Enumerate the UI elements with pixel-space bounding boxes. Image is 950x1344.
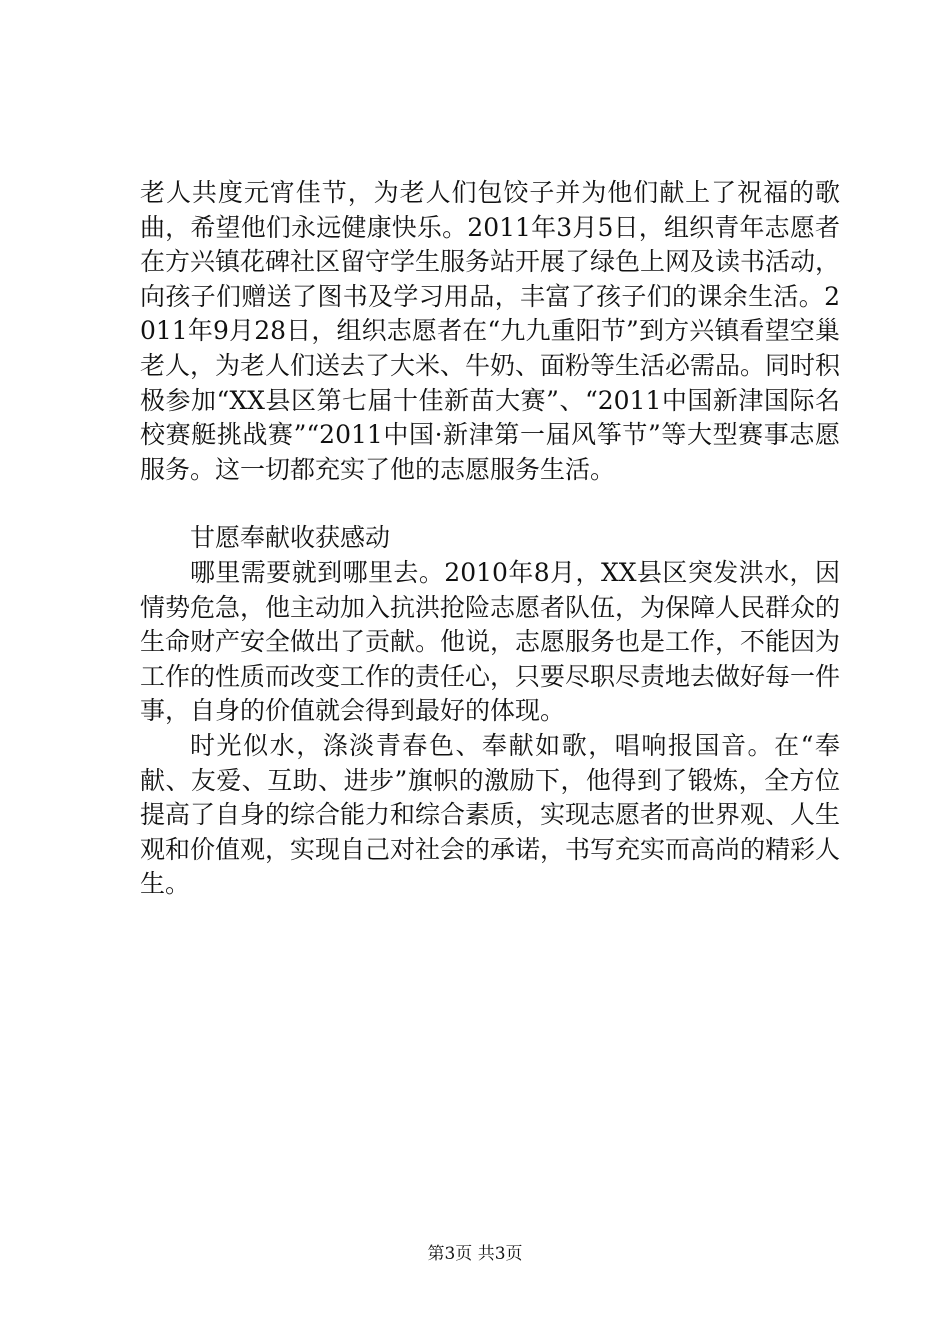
paragraph-flood-relief: 哪里需要就到哪里去。2010年8月，XX县区突发洪水，因情势危急，他主动加入抗洪抢险志愿者队伍，为保障人民群众的生命财产安全做出了贡献。他说，志愿服务也是工作，不能因为工作的性质而改变工作的责任心，只要尽职尽责地去做好每一件事，自身的价值就会得到最好的体现。 (140, 557, 841, 726)
document-body (140, 176, 840, 902)
page-footer: 第3页 共3页 (427, 1244, 523, 1264)
paragraph-volunteer-activities: 老人共度元宵佳节，为老人们包饺子并为他们献上了祝福的歌曲，希望他们永远健康快乐。2011年3月5日，组织青年志愿者在方兴镇花碑社区留守学生服务站开展了绿色上网及读书活动，向孩子们赠送了图书及学习用品，丰富了孩子们的课余生活。2011年9月28日，组织志愿者在“九九重阳节”到方兴镇看望空巢老人，为老人们送去了大米、牛奶、面粉等生活必需品。同时积极参加“XX县区第七届十佳新苗大赛”、“2011中国新津国际名校赛艇挑战赛”“2011中国·新津第一届风筝节”等大型赛事志愿服务。这一切都充实了他的志愿服务生活。 (140, 178, 841, 484)
paragraph-conclusion: 时光似水，涤淡青春色、奉献如歌，唱响报国音。在“奉献、友爱、互助、进步”旗帜的激励下，他得到了锻炼，全方位提高了自身的综合能力和综合素质，实现志愿者的世界观、人生观和价值观，实现自己对社会的承诺，书写充实而高尚的精彩人生。 (140, 730, 841, 899)
section-heading: 甘愿奉献收获感动 (190, 523, 391, 553)
